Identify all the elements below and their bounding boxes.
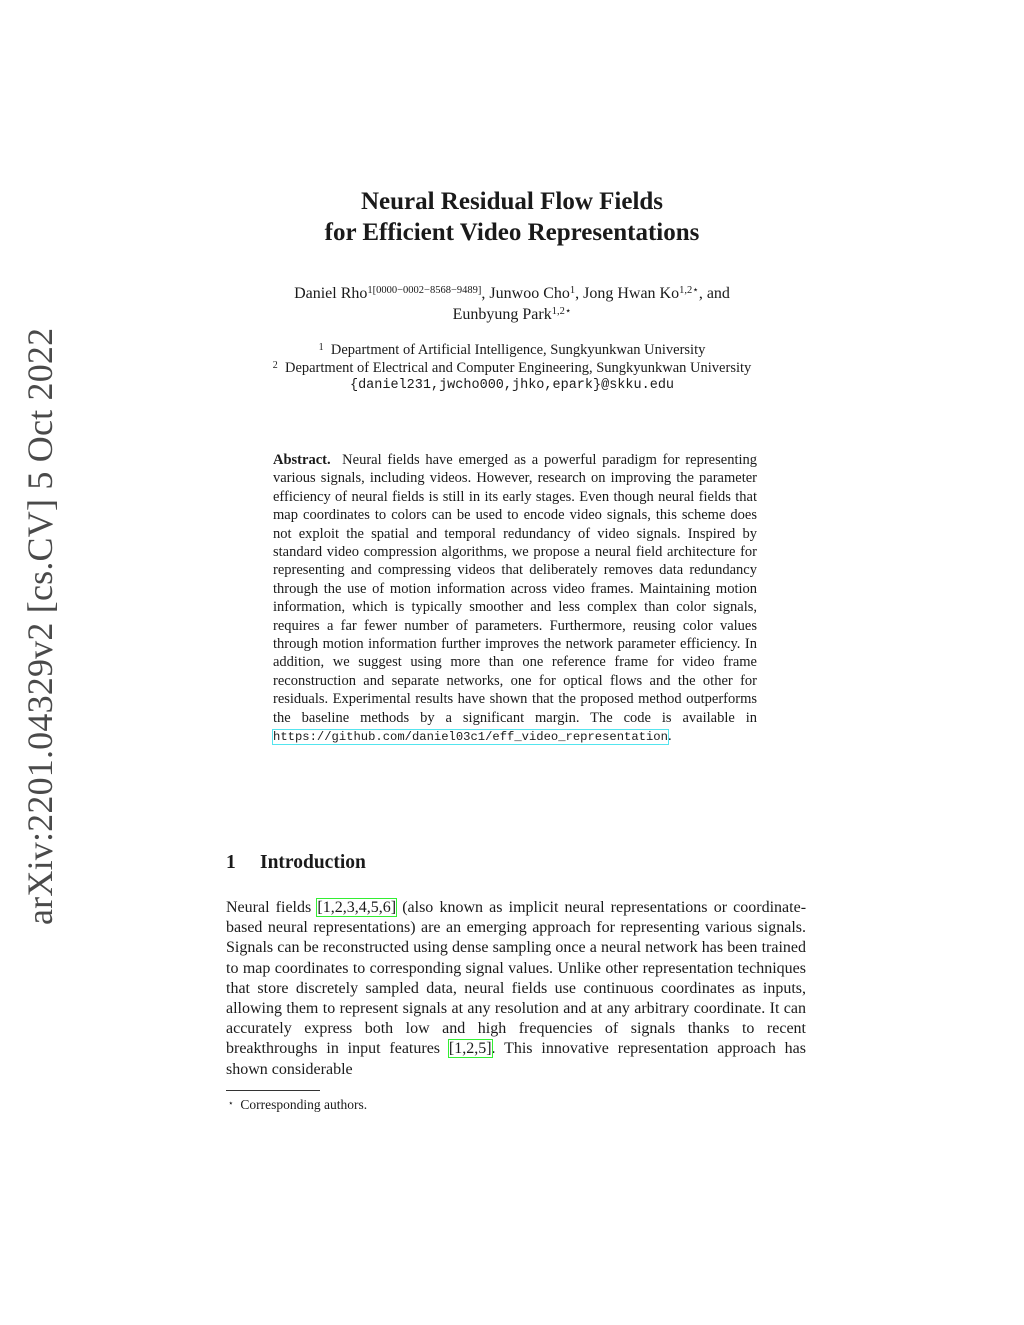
affiliation-sup: 2 — [272, 360, 278, 371]
title-line-1: Neural Residual Flow Fields — [360, 188, 664, 215]
author-name: Daniel Rho — [294, 285, 368, 302]
footnote — [228, 1096, 367, 1113]
author-and: , and — [698, 285, 730, 302]
intro-text: (also known as implicit neural representations or coordinate-based neural representations) are an emerging approach for representing various signals. Signals can be reconstructed using dense sampling once a neural network has been trained to map coordinates to corresponding signal values. Unlike other representation techniques that store discretely sampled data, neural fields use continuous coordinates as inputs, allowing them to represent signals at any resolution and at any arbitrary coordinate. It can accurately express both low and high frequencies of signals thanks to recent breakthroughs in input features — [226, 899, 807, 1058]
code-link[interactable]: https://github.com/daniel03c1/eff_video_representation — [273, 730, 668, 745]
author-line-2 — [0, 304, 1024, 325]
paper-title — [0, 186, 1024, 248]
author-sup: 1 — [569, 285, 576, 296]
footnote-marker: ⋆ — [228, 1098, 234, 1108]
arxiv-stamp: arXiv:2201.04329v2 [cs.CV] 5 Oct 2022 — [20, 327, 60, 925]
intro-text: . This innovative representation approach has shown considerable — [226, 1040, 807, 1078]
title-line-2: for Efficient Video Representations — [324, 219, 700, 246]
section-title: Introduction — [260, 852, 366, 873]
affiliations — [0, 341, 1024, 395]
abstract-body: Neural fields have emerged as a powerful paradigm for representing various signals, including videos. However, research on improving the parameter efficiency of neural fields is still in its early stages. Even though neural fields that map coordinates to colors can be used to encode video signals, this scheme does not exploit the spatial and temporal redundancy of video signals. Inspired by standard video compression algorithms, we propose a neural field architecture for representing and compressing videos that deliberately removes data redundancy through the use of motion information across video frames. Maintaining motion information, which is typically smoother and less complex than color signals, requires a far fewer number of parameters. Furthermore, reusing color values through motion information further improves the network parameter efficiency. In addition, we suggest using more than one reference frame for video frame reconstruction and separate networks, one for optical flows and the other for residuals. Experimental results have shown that the proposed method outperforms the baseline methods by a significant margin. The code is available in — [273, 452, 757, 726]
author-sup: 1,2⋆ — [679, 285, 699, 296]
affiliation-1 — [0, 341, 1024, 359]
author-list — [0, 283, 1024, 325]
affiliation-2 — [0, 359, 1024, 377]
author-emails: {daniel231,jwcho000,jhko,epark}@skku.edu — [349, 378, 675, 393]
author-name: Eunbyung Park — [452, 306, 552, 323]
author-name: , Jong Hwan Ko — [575, 285, 680, 302]
author-name: , Junwoo Cho — [481, 285, 570, 302]
intro-paragraph — [226, 898, 806, 1080]
affiliation-text: Department of Electrical and Computer Engineering, Sungkyunkwan University — [284, 360, 752, 376]
author-sup: 1[0000−0002−8568−9489] — [367, 285, 482, 296]
abstract-label: Abstract. — [273, 452, 331, 468]
citation-link[interactable]: [1,2,3,4,5,6] — [317, 899, 397, 916]
footnote-rule — [226, 1090, 320, 1091]
author-sup: 1,2⋆ — [551, 306, 572, 317]
author-line-1 — [0, 283, 1024, 304]
affiliation-sup: 1 — [318, 342, 324, 353]
intro-text: Neural fields — [226, 899, 312, 916]
citation-link[interactable]: [1,2,5] — [448, 1040, 492, 1058]
section-number: 1 — [226, 852, 236, 873]
abstract-end: . — [667, 728, 672, 745]
affiliation-text: Department of Artificial Intelligence, Sungkyunkwan University — [330, 342, 706, 358]
footnote-text: Corresponding authors. — [240, 1097, 368, 1112]
section-heading — [226, 852, 366, 874]
abstract — [273, 451, 757, 747]
